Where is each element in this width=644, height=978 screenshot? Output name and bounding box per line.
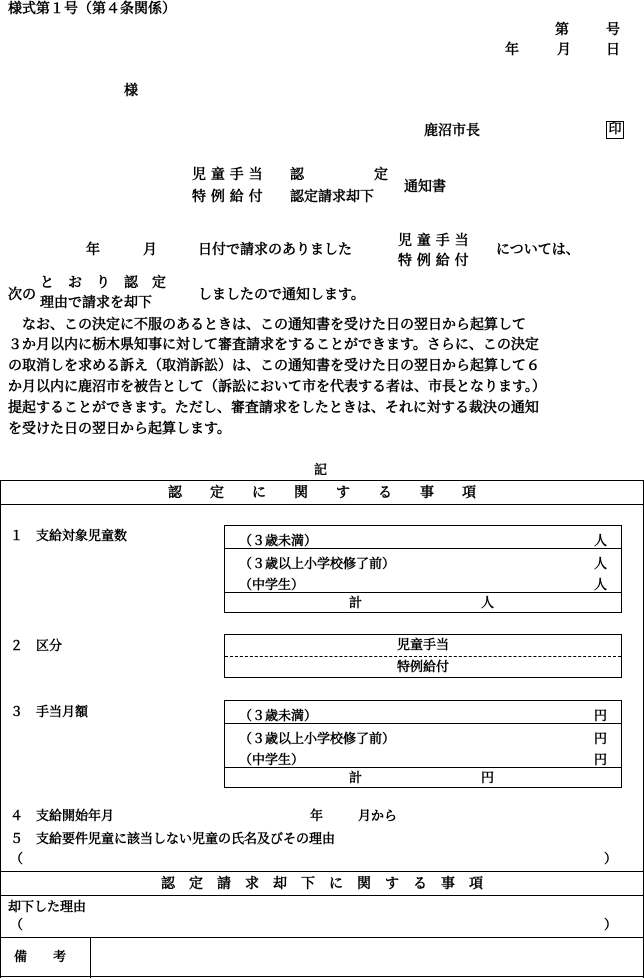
item3-row-label: （中学生） [239,753,305,768]
item1-row-unit: 人 [593,578,607,593]
seal-stamp: 印 [606,121,624,139]
item3-row [225,745,621,767]
divider [0,504,644,505]
section-approval-heading: 認 定 に 関 す る 事 項 [168,485,476,501]
title-notice-suffix: 通知書 [404,179,446,195]
item1-total-label: 計 [349,596,363,611]
intro-option-approved: と お り 認 定 [40,275,166,291]
item1-box [224,525,622,613]
notice-line: を受けた日の翌日から起算します。 [8,421,231,437]
item5-label: ５ 支給要件児童に該当しない児童の氏名及びその理由 [10,832,336,847]
divider [0,895,644,896]
addressee-sama: 様 [124,83,138,99]
item1-row [225,548,621,570]
item1-row-label: （３歳未満） [239,534,318,549]
document-number-go: 号 [606,22,620,38]
item2-row-label: 児童手当 [396,638,449,653]
form-number: 様式第１号（第４条関係） [8,1,176,17]
divider [0,937,644,938]
item3-total-row [225,767,621,789]
divider [0,480,644,481]
item1-row-unit: 人 [593,557,607,572]
notice-line: ３か月以内に栃木県知事に対して審査請求をすることができます。さらに、この決定 [8,337,539,353]
title-rejection: 認定請求却下 [290,189,374,205]
intro-option-rejected: 理由で請求を却下 [40,295,152,311]
notice-line: か月以内に鹿沼市を被告として（訴訟において市を代表する者は、市長となります。） [8,379,546,395]
title-jidou-teate: 児 童 手 当 [192,167,263,183]
item2-box [224,634,622,678]
document-number-dai: 第 [555,22,569,38]
intro-day-text: 日付で請求のありました [198,242,352,258]
section-rejection-heading: 認 定 請 求 却 下 に 関 す る 事 項 [161,876,483,892]
item1-total-unit: 人 [481,596,495,611]
issuer: 鹿沼市長 [424,123,480,139]
rejection-reason-label: 却下した理由 [8,900,87,915]
item1-row-label: （３歳以上小学校修了前） [239,557,396,572]
item3-total-unit: 円 [481,771,495,786]
intro-kind-jidou-teate: 児 童 手 当 [398,233,469,249]
intro-kind-tokurei-kyufu: 特 例 給 付 [398,253,469,269]
rejection-close-paren: ） [604,918,618,933]
title-nin: 認 [290,167,304,183]
item3-row-unit: 円 [593,753,607,768]
item1-row [225,570,621,592]
title-tokurei-kyufu: 特 例 給 付 [192,189,263,205]
item3-label: ３ 手当月額 [10,705,89,720]
item4-month-from: 月から [358,809,398,824]
date-year: 年 [505,42,519,58]
item1-row [225,526,621,548]
item2-row [225,635,621,657]
item5-open-paren: （ [10,852,24,867]
item3-box [224,700,622,788]
date-day: 日 [606,42,620,58]
item1-row-unit: 人 [593,534,607,549]
item5-close-paren: ） [604,852,618,867]
item4-label: ４ 支給開始年月 [10,809,115,824]
item3-row-unit: 円 [593,709,607,724]
item3-row-label: （３歳以上小学校修了前） [239,732,396,747]
item4-year: 年 [310,809,324,824]
item3-total-label: 計 [349,771,363,786]
date-month: 月 [557,42,571,58]
item1-total-row [225,592,621,614]
notice-line: なお、この決定に不服のあるときは、この通知書を受けた日の翌日から起算して [8,317,526,333]
remarks-label: 備 考 [14,950,67,965]
item2-row [225,656,621,678]
item3-row [225,701,621,723]
divider [0,976,644,977]
item1-label: １ 支給対象児童数 [10,529,128,544]
item3-row-unit: 円 [593,732,607,747]
intro-notified: しましたので通知します。 [198,287,365,303]
item2-row-label: 特例給付 [396,660,449,675]
notice-line: の取消しを求める訴え（取消訴訟）は、この通知書を受けた日の翌日から起算して６ [8,358,540,374]
intro-month: 月 [143,242,157,258]
item3-row [225,723,621,745]
intro-year: 年 [86,242,100,258]
title-tei: 定 [374,167,388,183]
item1-row-label: （中学生） [239,578,305,593]
intro-next-no: 次の [8,287,36,303]
item3-row-label: （３歳未満） [239,709,318,724]
intro-about: については、 [496,242,580,258]
remarks-divider [90,937,91,978]
notice-line: 提起することができます。ただし、審査請求をしたときは、それに対する裁決の通知 [8,400,539,416]
item2-label: ２ 区分 [10,639,63,654]
ki-label: 記 [314,463,328,478]
divider [0,871,644,872]
rejection-open-paren: （ [10,918,24,933]
